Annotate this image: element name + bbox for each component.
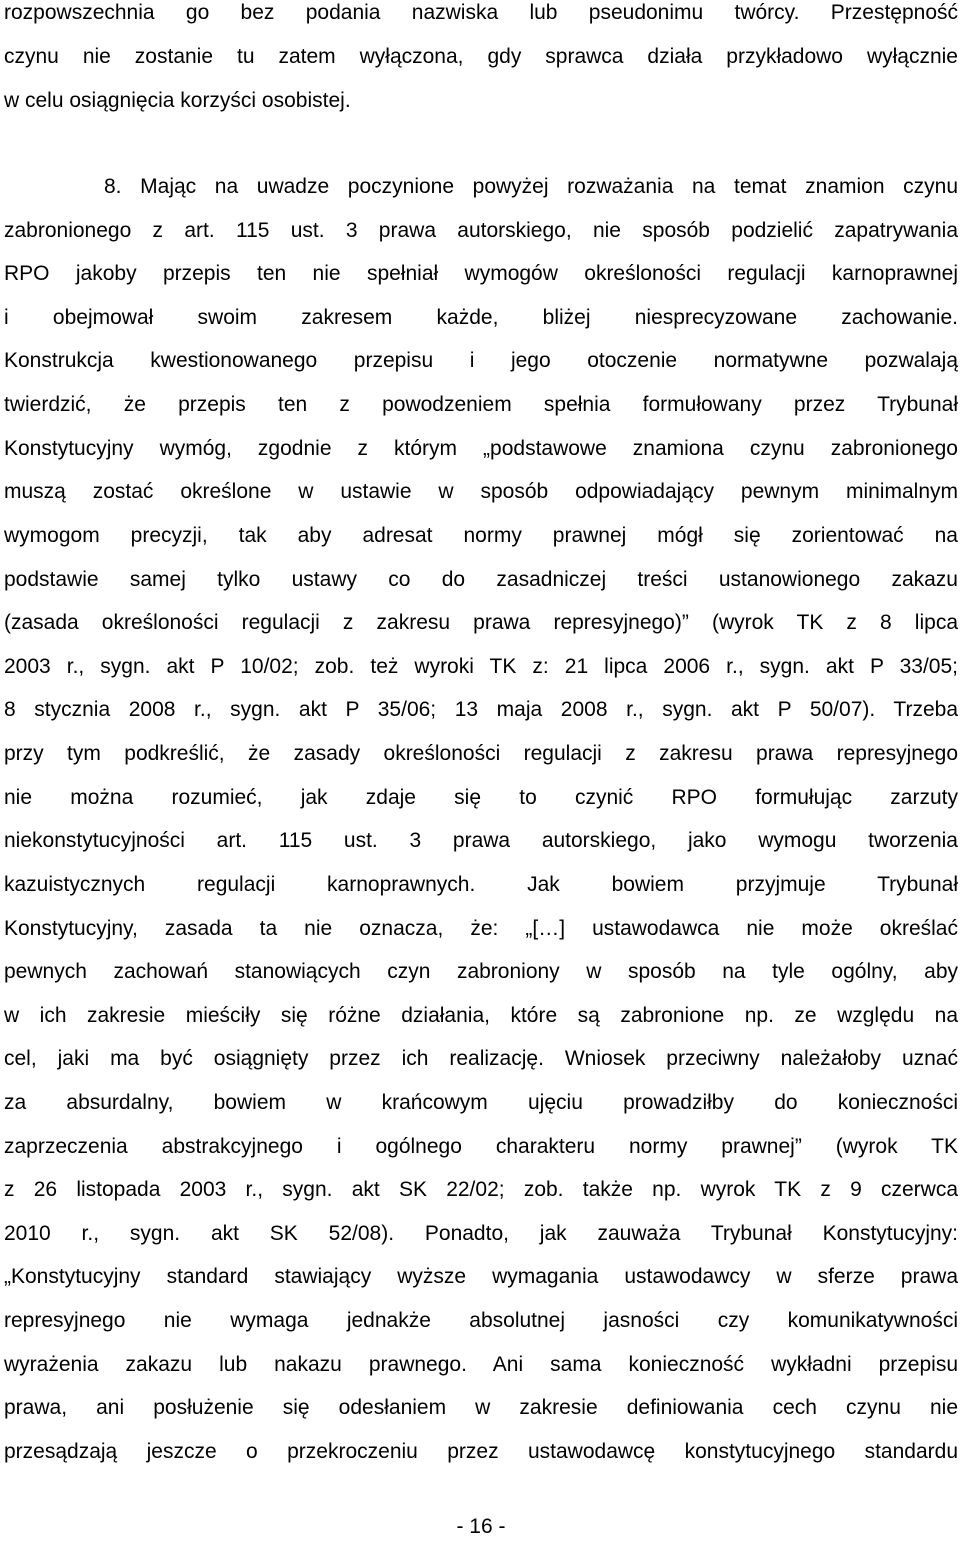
text-line: niekonstytucyjności art. 115 ust. 3 prawa autorskiego, jako wymogu tworzenia [4, 829, 958, 852]
text-line: RPO jakoby przepis ten nie spełniał wymogów określoności regulacji karnoprawnej [4, 262, 958, 285]
text-line: wymogom precyzji, tak aby adresat normy prawnej mógł się zorientować na [4, 524, 958, 547]
text-line: represyjnego nie wymaga jednakże absolutnej jasności czy komunikatywności [4, 1309, 958, 1332]
text-line: rozpowszechnia go bez podania nazwiska lub pseudonimu twórcy. Przestępność [4, 1, 958, 24]
text-line: za absurdalny, bowiem w krańcowym ujęciu prowadziłby do konieczności [4, 1091, 958, 1114]
text-line: Konstytucyjny wymóg, zgodnie z którym „podstawowe znamiona czynu zabronionego [4, 437, 958, 460]
text-line: prawa, ani posłużenie się odesłaniem w zakresie definiowania cech czynu nie [4, 1396, 958, 1419]
text-line: czynu nie zostanie tu zatem wyłączona, gdy sprawca działa przykładowo wyłącznie [4, 45, 958, 68]
text-line: z 26 listopada 2003 r., sygn. akt SK 22/02; zob. także np. wyrok TK z 9 czerwca [4, 1178, 958, 1201]
text-line: pewnych zachowań stanowiących czyn zabroniony w sposób na tyle ogólny, aby [4, 960, 958, 983]
page-number: - 16 - [456, 1515, 506, 1538]
paragraph-heading-line: 8. Mając na uwadze poczynione powyżej rozważania na temat znamion czynu [104, 175, 958, 198]
text-line: 2003 r., sygn. akt P 10/02; zob. też wyroki TK z: 21 lipca 2006 r., sygn. akt P 33/05; [4, 655, 958, 678]
text-line: twierdzić, że przepis ten z powodzeniem spełnia formułowany przez Trybunał [4, 393, 958, 416]
document-page [4, 0, 958, 1543]
text-line: i obejmował swoim zakresem każde, bliżej niesprecyzowane zachowanie. [4, 306, 958, 329]
text-line: przesądzają jeszcze o przekroczeniu przez ustawodawcę konstytucyjnego standardu [4, 1440, 958, 1463]
text-line: (zasada określoności regulacji z zakresu prawa represyjnego)” (wyrok TK z 8 lipca [4, 611, 958, 634]
text-line: „Konstytucyjny standard stawiający wyższe wymagania ustawodawcy w sferze prawa [4, 1265, 958, 1288]
text-line: 8 stycznia 2008 r., sygn. akt P 35/06; 13 maja 2008 r., sygn. akt P 50/07). Trzeba [4, 698, 958, 721]
text-line: w ich zakresie mieściły się różne działania, które są zabronione np. ze względu na [4, 1004, 958, 1027]
text-line: Konstrukcja kwestionowanego przepisu i jego otoczenie normatywne pozwalają [4, 349, 958, 372]
text-line: przy tym podkreślić, że zasady określoności regulacji z zakresu prawa represyjnego [4, 742, 958, 765]
text-line: kazuistycznych regulacji karnoprawnych. Jak bowiem przyjmuje Trybunał [4, 873, 958, 896]
text-line: Konstytucyjny, zasada ta nie oznacza, że: „[…] ustawodawca nie może określać [4, 917, 958, 940]
text-line: muszą zostać określone w ustawie w sposób odpowiadający pewnym minimalnym [4, 480, 958, 503]
text-line: cel, jaki ma być osiągnięty przez ich realizację. Wniosek przeciwny należałoby uznać [4, 1047, 958, 1070]
text-line: wyrażenia zakazu lub nakazu prawnego. Ani sama konieczność wykładni przepisu [4, 1353, 958, 1376]
text-line: nie można rozumieć, jak zdaje się to czynić RPO formułując zarzuty [4, 786, 958, 809]
text-line: zaprzeczenia abstrakcyjnego i ogólnego charakteru normy prawnej” (wyrok TK [4, 1135, 958, 1158]
text-line: zabronionego z art. 115 ust. 3 prawa autorskiego, nie sposób podzielić zapatrywania [4, 219, 958, 242]
text-line: podstawie samej tylko ustawy co do zasadniczej treści ustanowionego zakazu [4, 568, 958, 591]
text-line: w celu osiągnięcia korzyści osobistej. [4, 89, 351, 112]
text-line: 2010 r., sygn. akt SK 52/08). Ponadto, jak zauważa Trybunał Konstytucyjny: [4, 1222, 958, 1245]
